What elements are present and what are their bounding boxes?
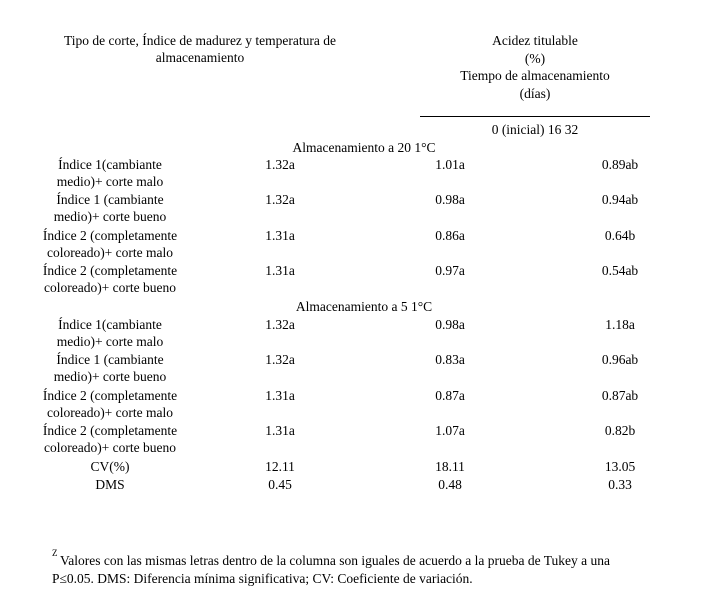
value-day16: 18.11	[435, 459, 465, 474]
header-col2-line2: (%)	[524, 51, 546, 66]
value-day16: 0.87a	[435, 388, 465, 403]
value-day16: 0.86a	[435, 228, 465, 243]
footnote-line1: Valores con las mismas letras dentro de la columna son iguales de acuerdo a la prueba de Tukey a una	[60, 553, 610, 568]
value-day0: 1.32a	[265, 352, 295, 367]
footnote-line2: P≤0.05. DMS: Diferencia mínima significativa; CV: Coeficiente de variación.	[52, 571, 473, 586]
row-label-line2: medio)+ corte malo	[56, 334, 164, 349]
stat-label: CV(%)	[90, 459, 130, 474]
row-label-line1: Índice 1 (cambiante	[56, 192, 164, 207]
value-day16: 0.98a	[435, 317, 465, 332]
row-label-line1: Índice 1 (cambiante	[56, 352, 164, 367]
value-day0: 1.31a	[265, 423, 295, 438]
stat-label: DMS	[95, 477, 125, 492]
header-days: 0 (inicial) 16 32	[491, 122, 579, 137]
row-label-line1: Índice 1(cambiante	[58, 317, 162, 332]
value-day16: 1.07a	[435, 423, 465, 438]
value-day0: 1.32a	[265, 157, 295, 172]
value-day16: 0.83a	[435, 352, 465, 367]
row-label-line1: Índice 2 (completamente	[42, 423, 178, 438]
row-label-line2: coloreado)+ corte bueno	[43, 280, 177, 295]
value-day0: 1.31a	[265, 228, 295, 243]
value-day0: 1.32a	[265, 317, 295, 332]
value-day32: 13.05	[604, 459, 636, 474]
row-label-line1: Índice 2 (completamente	[42, 228, 178, 243]
value-day32: 0.87ab	[601, 388, 639, 403]
value-day32: 0.64b	[604, 228, 636, 243]
row-label-line2: coloreado)+ corte bueno	[43, 440, 177, 455]
row-label-line2: coloreado)+ corte malo	[46, 245, 174, 260]
row-label-line2: medio)+ corte bueno	[53, 369, 167, 384]
value-day16: 0.98a	[435, 192, 465, 207]
header-col1-line2: almacenamiento	[155, 50, 245, 65]
value-day0: 0.45	[268, 477, 292, 492]
row-label-line1: Índice 2 (completamente	[42, 263, 178, 278]
footnote-marker: Z	[52, 548, 58, 558]
value-day32: 1.18a	[605, 317, 635, 332]
section-title-20c: Almacenamiento a 20 1°C	[292, 140, 436, 155]
row-label-line2: medio)+ corte bueno	[53, 209, 167, 224]
row-label-line2: medio)+ corte malo	[56, 174, 164, 189]
value-day32: 0.94ab	[601, 192, 639, 207]
value-day0: 1.31a	[265, 263, 295, 278]
header-col1-line1: Tipo de corte, Índice de madurez y temperatura de	[63, 33, 337, 48]
header-col2-line3: Tiempo de almacenamiento	[460, 68, 610, 83]
header-col2-line1: Acidez titulable	[492, 33, 578, 48]
value-day32: 0.33	[608, 477, 632, 492]
value-day32: 0.89ab	[601, 157, 639, 172]
value-day0: 1.31a	[265, 388, 295, 403]
section-title-5c: Almacenamiento a 5 1°C	[295, 299, 433, 314]
row-label-line1: Índice 2 (completamente	[42, 388, 178, 403]
value-day16: 1.01a	[435, 157, 465, 172]
value-day0: 12.11	[265, 459, 295, 474]
header-col2-line4: (días)	[519, 86, 551, 101]
header-rule	[420, 116, 650, 117]
value-day32: 0.82b	[604, 423, 636, 438]
value-day32: 0.96ab	[601, 352, 639, 367]
value-day16: 0.48	[438, 477, 462, 492]
value-day0: 1.32a	[265, 192, 295, 207]
row-label-line1: Índice 1(cambiante	[58, 157, 162, 172]
value-day16: 0.97a	[435, 263, 465, 278]
value-day32: 0.54ab	[601, 263, 639, 278]
row-label-line2: coloreado)+ corte malo	[46, 405, 174, 420]
